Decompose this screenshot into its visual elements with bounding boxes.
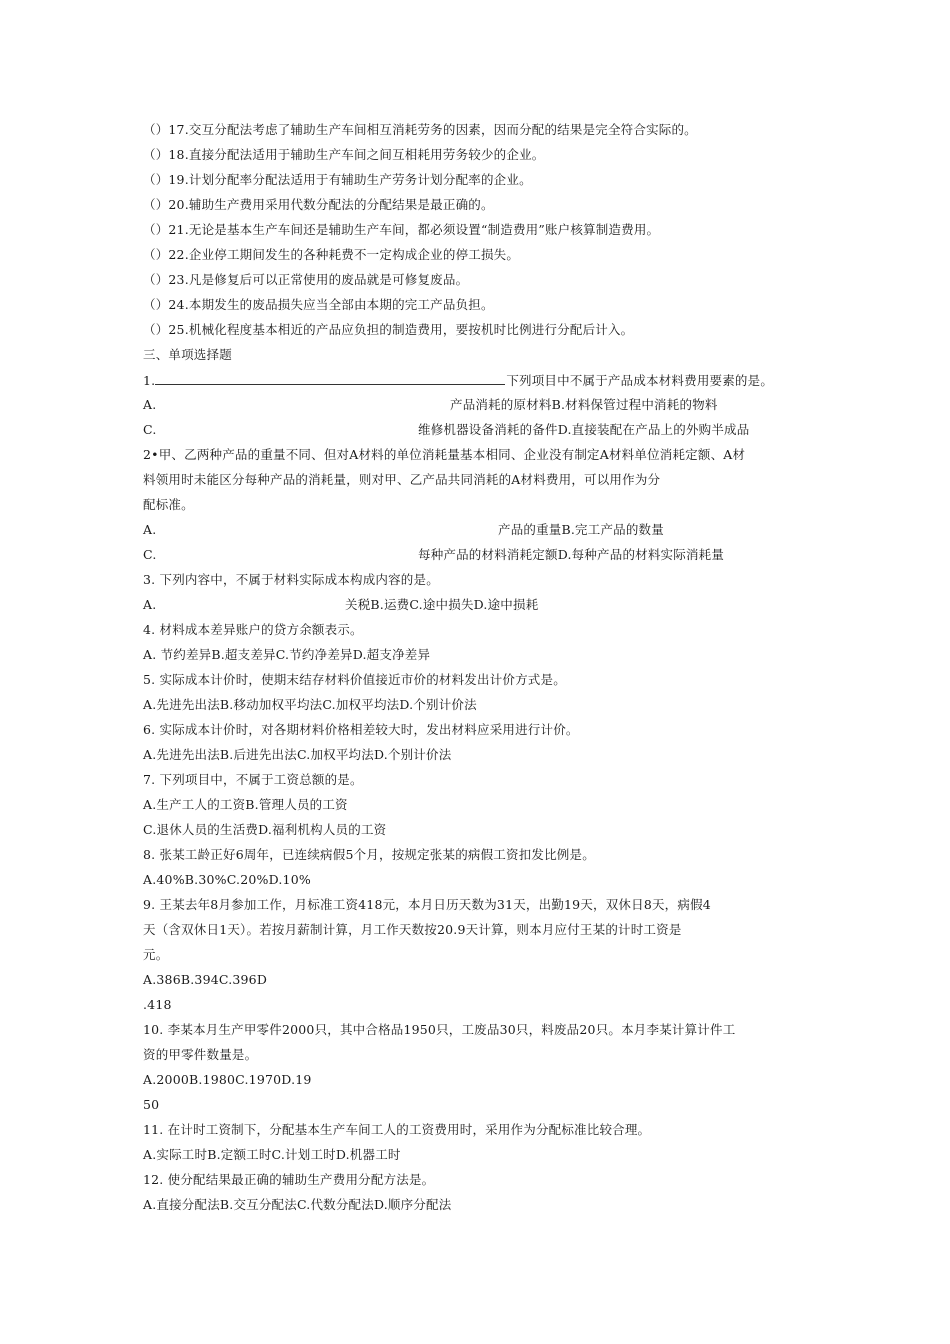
answer-blank (155, 372, 505, 385)
text-line: A.40%B.30%C.20%D.10% (143, 872, 311, 887)
text-line: .418 (143, 997, 172, 1012)
text-line: 元。 (143, 947, 169, 962)
question-number: 1. (143, 373, 156, 388)
question-text: 下列项目中不属于产品成本材料费用要素的是。 (506, 373, 774, 388)
judge-item-19: （）19.计划分配率分配法适用于有辅助生产劳务计划分配率的企业。 (143, 172, 532, 187)
text-line: 天（含双休日1天）。若按月薪制计算，月工作天数按20.9天计算，则本月应付王某的计时工资是 (143, 922, 682, 937)
text-line: 7. 下列项目中，不属于工资总额的是。 (143, 772, 363, 787)
option-label: C. (143, 422, 157, 437)
text-line: A.生产工人的工资B.管理人员的工资 (143, 797, 348, 812)
text-line: 50 (143, 1097, 160, 1112)
judge-item-18: （）18.直接分配法适用于辅助生产车间之间互相耗用劳务较少的企业。 (143, 147, 545, 162)
judge-item-23: （）23.凡是修复后可以正常使用的废品就是可修复废品。 (143, 272, 469, 287)
question-1 (143, 372, 773, 389)
option-text: 关税B.运费C.途中损失D.途中损耗 (345, 597, 539, 612)
judge-item-21: （）21.无论是基本生产车间还是辅助生产车间，都必须设置“制造费用”账户核算制造费用。 (143, 222, 660, 237)
judge-item-24: （）24.本期发生的废品损失应当全部由本期的完工产品负担。 (143, 297, 494, 312)
text-line: 9. 王某去年8月参加工作，月标准工资418元，本月日历天数为31天，出勤19天，双休日8天，病假4 (143, 897, 711, 912)
option-label: A. (143, 522, 157, 537)
text-line: C.退休人员的生活费D.福利机构人员的工资 (143, 822, 387, 837)
text-line: A.实际工时B.定额工时C.计划工时D.机器工时 (143, 1147, 401, 1162)
text-line: 11. 在计时工资制下，分配基本生产车间工人的工资费用时，采用作为分配标准比较合理。 (143, 1122, 651, 1137)
text-line: 10. 李某本月生产甲零件2000只，其中合格品1950只，工废品30只，料废品20只。本月李某计算计件工 (143, 1022, 736, 1037)
option-label: C. (143, 547, 157, 562)
text-line: 4. 材料成本差异账户的贷方余额表示。 (143, 622, 363, 637)
text-line: A. 节约差异B.超支差异C.节约净差异D.超支净差异 (143, 647, 431, 662)
text-line: 6. 实际成本计价时，对各期材料价格相差较大时，发出材料应采用进行计价。 (143, 722, 579, 737)
option-text: 产品消耗的原材料B.材料保管过程中消耗的物料 (450, 397, 718, 412)
judge-item-25: （）25.机械化程度基本相近的产品应负担的制造费用，要按机时比例进行分配后计入。 (143, 322, 634, 337)
judge-item-20: （）20.辅助生产费用采用代数分配法的分配结果是最正确的。 (143, 197, 494, 212)
text-line: 12. 使分配结果最正确的辅助生产费用分配方法是。 (143, 1172, 435, 1187)
judge-item-22: （）22.企业停工期间发生的各种耗费不一定构成企业的停工损失。 (143, 247, 520, 262)
option-label: A. (143, 397, 157, 412)
section-title: 三、单项选择题 (143, 347, 232, 362)
text-line: 资的甲零件数量是。 (143, 1047, 258, 1062)
text-line: A.386B.394C.396D (143, 972, 268, 987)
text-line: 8. 张某工龄正好6周年，已连续病假5个月，按规定张某的病假工资扣发比例是。 (143, 847, 595, 862)
question-2-line: 料领用时未能区分每种产品的消耗量，则对甲、乙产品共同消耗的A材料费用，可以用作为分 (143, 472, 661, 487)
question-2-line: 2•甲、乙两种产品的重量不同、但对A材料的单位消耗量基本相同、企业没有制定A材料单位消耗定额、A材 (143, 447, 746, 462)
text-line: A.先进先出法B.后进先出法C.加权平均法D.个别计价法 (143, 747, 452, 762)
option-label: A. (143, 597, 157, 612)
option-text: 维修机器设备消耗的备件D.直接装配在产品上的外购半成品 (418, 422, 750, 437)
text-line: A.直接分配法B.交互分配法C.代数分配法D.顺序分配法 (143, 1197, 452, 1212)
text-line: A.先进先出法B.移动加权平均法C.加权平均法D.个别计价法 (143, 697, 477, 712)
question-2-line: 配标准。 (143, 497, 194, 512)
judge-item-17: （）17.交互分配法考虑了辅助生产车间相互消耗劳务的因素，因而分配的结果是完全符合实际的。 (143, 122, 697, 137)
text-line: A.2000B.1980C.1970D.19 (143, 1072, 312, 1087)
option-text: 产品的重量B.完工产品的数量 (498, 522, 664, 537)
question-3: 3. 下列内容中，不属于材料实际成本构成内容的是。 (143, 572, 439, 587)
option-text: 每种产品的材料消耗定额D.每种产品的材料实际消耗量 (418, 547, 725, 562)
text-line: 5. 实际成本计价时，使期末结存材料价值接近市价的材料发出计价方式是。 (143, 672, 566, 687)
